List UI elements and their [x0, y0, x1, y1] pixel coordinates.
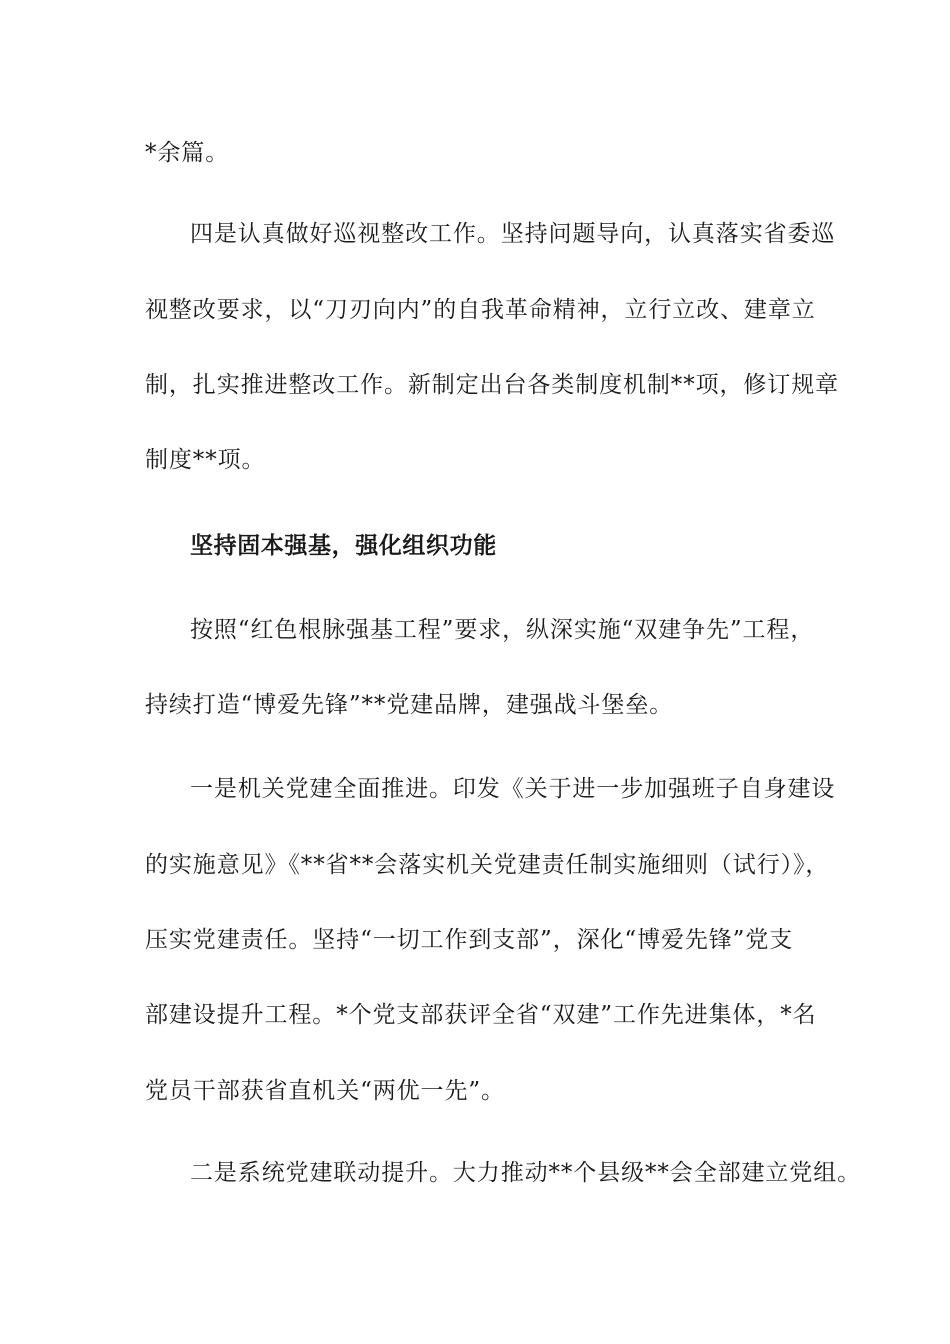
text-line: 视整改要求，以“刀刃向内”的自我革命精神，立行立改、建章立 [145, 297, 816, 323]
text-line: 持续打造“博爱先锋”**党建品牌，建强战斗堡垒。 [145, 692, 674, 718]
section-heading: 坚持固本强基，强化组织功能 [190, 532, 497, 559]
text-line: 压实党建责任。坚持“一切工作到支部”，深化“博爱先锋”党支 [145, 927, 794, 953]
text-line: 的实施意见》《**省**会落实机关党建责任制实施细则（试行）》， [145, 852, 830, 878]
text-line: 制度**项。 [145, 447, 266, 473]
paragraph-first-line: 四是认真做好巡视整改工作。坚持问题导向，认真落实省委巡 [190, 221, 836, 247]
paragraph-first-line: 按照“红色根脉强基工程”要求，纵深实施“双建争先”工程， [190, 617, 815, 643]
paragraph-first-line: 一是机关党建全面推进。印发《关于进一步加强班子自身建设 [190, 776, 836, 802]
text-line: 党员干部获省直机关“两优一先”。 [145, 1078, 505, 1104]
paragraph-first-line: 二是系统党建联动提升。大力推动**个县级**会全部建立党组。 [190, 1160, 861, 1186]
text-line: 部建设提升工程。*个党支部获评全省“双建”工作先进集体，*名 [145, 1002, 817, 1028]
text-line: *余篇。 [145, 140, 230, 166]
text-line: 制，扎实推进整改工作。新制定出台各类制度机制**项，修订规章 [145, 372, 839, 398]
